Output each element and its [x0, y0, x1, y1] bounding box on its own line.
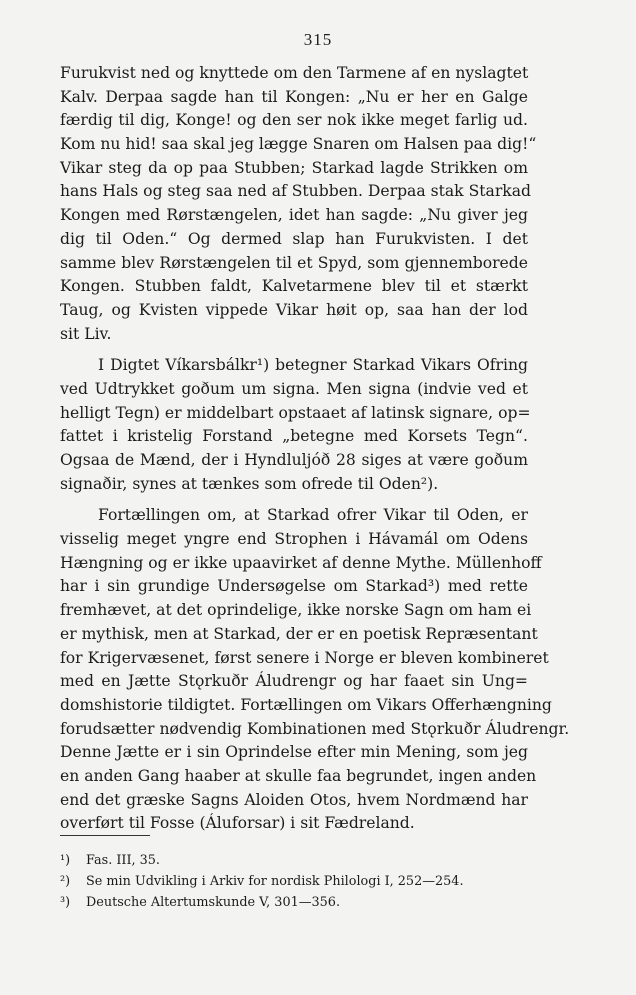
text-line: ved Udtrykket goðum um signa. Men signa (indvie ved et [60, 379, 528, 398]
paragraph [60, 354, 531, 496]
text-line: Vikar steg da op paa Stubben; Starkad lagde Strikken om [60, 158, 528, 177]
footnote-mark: ³) [60, 895, 71, 910]
body-text [60, 62, 570, 836]
footnote [60, 871, 528, 892]
text-line: helligt Tegn) er middelbart opstaaet af latinsk signare, op= [60, 403, 531, 422]
text-line: forudsætter nødvendig Kombinationen med Stǫrkuðr Áludrengr. [60, 719, 570, 738]
text-line: sit Liv. [60, 324, 112, 343]
text-line: Furukvist ned og knyttede om den Tarmene af en nyslagtet [60, 64, 529, 82]
text-line: Hængning og er ikke upaavirket af denne Mythe. Müllenhoff [60, 553, 542, 572]
text-line: Fortællingen om, at Starkad ofrer Vikar til Oden, er [98, 506, 528, 525]
text-line: færdig til dig, Konge! og den ser nok ikke meget farlig ud. [60, 111, 528, 130]
text-line: er mythisk, men at Starkad, der er en poetisk Repræsentant [60, 624, 538, 643]
footnote [60, 892, 528, 913]
text-line: domshistorie tildigtet. Fortællingen om Vikars Offerhængning [60, 695, 552, 714]
text-line: Kongen. Stubben faldt, Kalvetarmene blev til et stærkt [60, 277, 528, 296]
text-line: visselig meget yngre end Strophen i Hávamál om Odens [60, 530, 528, 549]
footnote-text: Se min Udvikling i Arkiv for nordisk Philologi I, 252—254. [86, 874, 464, 889]
text-line: Taug, og Kvisten vippede Vikar høit op, saa han der lod [60, 300, 528, 319]
footnote-text: Fas. III, 35. [86, 853, 160, 868]
footnote-divider [60, 835, 150, 836]
text-line: signaðir, synes at tænkes som ofrede til Oden²). [60, 474, 439, 493]
text-line: Kalv. Derpaa sagde han til Kongen: „Nu er her en Galge [60, 87, 528, 106]
page-number: 315 [303, 30, 333, 49]
text-line: overført til Fosse (Áluforsar) i sit Fædreland. [60, 814, 415, 833]
text-line: har i sin grundige Undersøgelse om Starkad³) med rette [60, 577, 528, 596]
paragraph [60, 62, 537, 346]
footnote-text: Deutsche Altertumskunde V, 301—356. [86, 895, 341, 910]
text-line: Denne Jætte er i sin Oprindelse efter min Mening, som jeg [60, 743, 528, 762]
text-line: samme blev Rørstængelen til et Spyd, som gjennemborede [60, 253, 528, 272]
text-line: Kongen med Rørstængelen, idet han sagde: „Nu giver jeg [60, 206, 528, 225]
text-line: end det græske Sagns Aloiden Otos, hvem Nordmænd har [60, 790, 528, 809]
text-line: fattet i kristelig Forstand „betegne med Korsets Tegn“. [60, 427, 528, 446]
text-line: en anden Gang haaber at skulle faa begrundet, ingen anden [60, 766, 537, 785]
text-line: dig til Oden.“ Og dermed slap han Furukvisten. I det [60, 229, 528, 248]
text-line: I Digtet Víkarsbálkr¹) betegner Starkad Vikars Ofring [98, 356, 528, 375]
footnote-mark: ¹) [60, 853, 71, 868]
paragraph [60, 504, 570, 836]
text-line: fremhævet, at det oprindelige, ikke norske Sagn om ham ei [60, 601, 532, 620]
text-line: hans Hals og steg saa ned af Stubben. Derpaa stak Starkad [60, 182, 531, 201]
text-line: Kom nu hid! saa skal jeg lægge Snaren om Halsen paa dig!“ [60, 135, 537, 154]
footnote [60, 850, 528, 871]
text-line: for Krigervæsenet, først senere i Norge er bleven kombineret [60, 648, 549, 667]
text-line: Ogsaa de Mænd, der i Hyndluljóð 28 siges at være goðum [60, 451, 528, 469]
text-line: med en Jætte Stǫrkuðr Áludrengr og har faaet sin Ung= [60, 672, 528, 691]
footnote-mark: ²) [60, 874, 71, 889]
footnotes [60, 850, 528, 913]
